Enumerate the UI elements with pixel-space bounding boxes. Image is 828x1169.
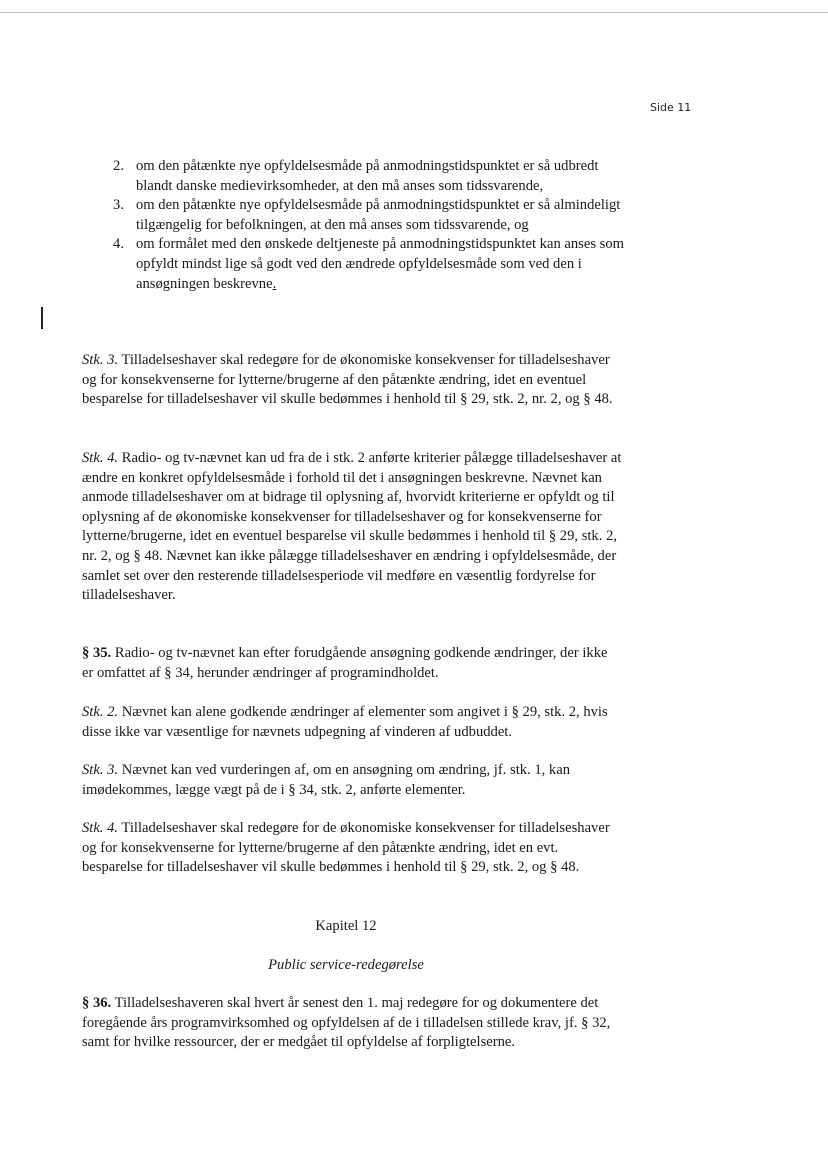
list-item-text: om den påtænkte nye opfyldelsesmåde på anmodningstidspunktet er så almindeligt tilgængelig for befolkningen, at den må anses som tidssvarende, og xyxy=(136,197,621,233)
paragraph-text: Tilladelseshaver skal redegøre for de økonomiske konsekvenser for tilladelseshaver og for konsekvenserne for lytterne/brugerne af den påtænkte ændring, idet en eventuel besparelse for tilladelseshaver vil skulle bedømmes i henhold til § 29, stk. 2, nr. 2, og § 48. xyxy=(82,352,613,408)
stk-label: Stk. 3. xyxy=(82,762,119,778)
change-bar xyxy=(41,307,43,329)
list-item xyxy=(106,196,626,235)
list-number: 2. xyxy=(113,158,124,174)
paragraph-text: Tilladelseshaveren skal hvert år senest den 1. maj redegøre for og dokumentere det foregående års programvirksomhed og opfyldelsen af de i tilladelsen stillede krav, jf. § 32, samt for hvilke ressourcer, der er medgået til opfyldelse af forpligtelserne. xyxy=(82,995,611,1051)
underlined-period: . xyxy=(272,275,277,292)
list-number: 4. xyxy=(113,236,124,253)
stk-label: Stk. 2. xyxy=(82,704,119,720)
paragraph-35-stk3 xyxy=(82,761,622,800)
paragraph-35-stk2 xyxy=(82,703,622,742)
chapter-title: Kapitel 12 xyxy=(315,918,377,934)
section-label: § 35. xyxy=(82,645,112,661)
paragraph-text: Nævnet kan alene godkende ændringer af elementer som angivet i § 29, stk. 2, hvis disse ikke var væsentlige for nævnets udpegning af vinderen af udbuddet. xyxy=(82,704,608,740)
paragraph-34-stk3 xyxy=(82,351,622,410)
list-number: 3. xyxy=(113,197,124,214)
scan-top-edge xyxy=(0,12,828,13)
stk-label: Stk. 4. xyxy=(82,450,119,466)
paragraph-35-stk4 xyxy=(82,819,622,878)
paragraph-text: Radio- og tv-nævnet kan efter forudgående ansøgning godkende ændringer, der ikke er omfattet af § 34, herunder ændringer af programindholdet. xyxy=(82,645,608,681)
chapter-subtitle: Public service-redegørelse xyxy=(268,957,424,973)
paragraph-text: Nævnet kan ved vurderingen af, om en ansøgning om ændring, jf. stk. 1, kan imødekommes, lægge vægt på de i § 34, stk. 2, anførte elementer. xyxy=(82,762,571,798)
stk-label: Stk. 4. xyxy=(82,820,119,836)
page-number: Side 11 xyxy=(650,101,692,114)
section-label: § 36. xyxy=(82,995,112,1011)
criteria-list xyxy=(106,157,626,294)
paragraph-text: Tilladelseshaver skal redegøre for de økonomiske konsekvenser for tilladelseshaver og for konsekvenserne for lytterne/brugerne af den påtænkte ændring, idet en evt. besparelse for tilladelseshaver vil skulle bedømmes i henhold til § 29, stk. 2, og § 48. xyxy=(82,820,610,876)
paragraph-35 xyxy=(82,644,622,683)
paragraph-34-stk4 xyxy=(82,449,622,606)
list-item xyxy=(106,157,626,196)
stk-label: Stk. 3. xyxy=(82,352,119,368)
paragraph-36 xyxy=(82,994,622,1053)
list-item xyxy=(106,235,626,294)
paragraph-text: Radio- og tv-nævnet kan ud fra de i stk. 2 anførte kriterier pålægge tilladelseshaver at ændre en konkret opfyldelsesmåde i forhold til det i ansøgningen beskrevne. Nævnet kan anmode tilladelseshaver om at bidrage til oplysning af, hvorvidt kriterierne er opfyldt og til oplysning af de økonomiske konsekvenser for tilladelseshaver og for konsekvenserne for lytterne/brugerne, idet en eventuel besparelse vil skulle bedømmes i henhold til § 29, stk. 2, nr. 2, og § 48. Nævnet kan ikke pålægge tilladelseshaver en ændring i opfyldelsesmåde, der samlet set over den resterende tilladelsesperiode vil medføre en væsentlig fordyrelse for tilladelseshaver. xyxy=(82,450,622,604)
list-item-text: om formålet med den ønskede deltjeneste på anmodningstidspunktet kan anses som opfyldt mindst lige så godt ved den ændrede opfyldelsesmåde som ved den i ansøgningen beskrevne xyxy=(136,236,624,292)
list-item-text: om den påtænkte nye opfyldelsesmåde på anmodningstidspunktet er så udbredt blandt danske medievirksomheder, at den må anses som tidssvarende, xyxy=(136,158,599,194)
